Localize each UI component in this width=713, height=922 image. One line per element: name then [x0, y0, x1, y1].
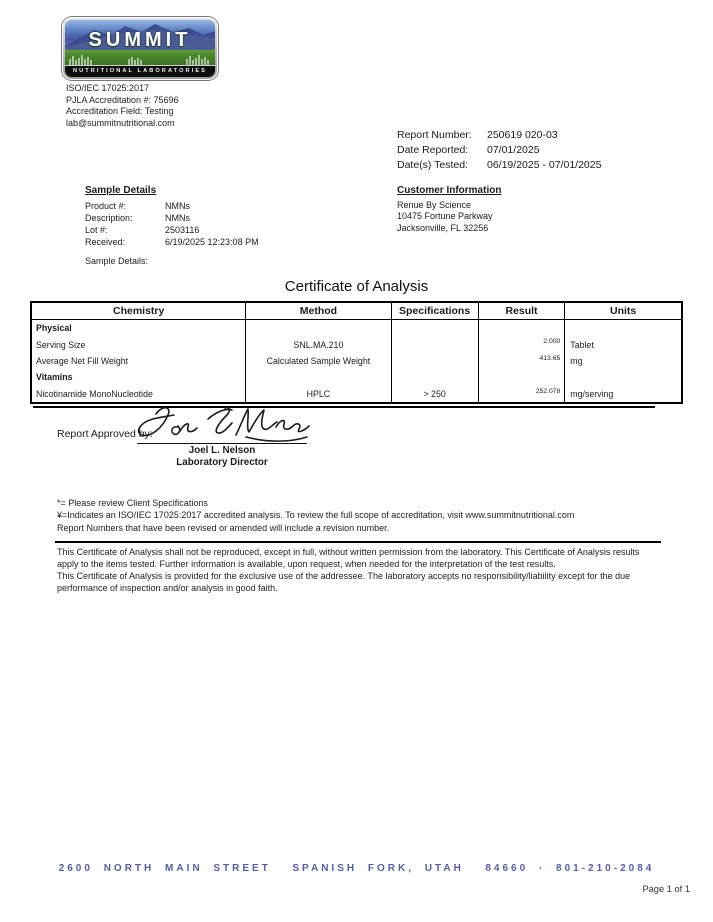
cell-result: 252.078	[478, 386, 565, 403]
accreditation-line: Accreditation Field: Testing	[66, 106, 174, 117]
sample-details-heading: Sample Details	[85, 185, 157, 196]
footnote-client-specs: *= Please review Client Specifications	[57, 498, 208, 508]
cell-method: Calculated Sample Weight	[246, 353, 391, 369]
cell-spec	[391, 369, 478, 385]
cell-chemistry: Vitamins	[31, 369, 246, 385]
date-reported-label: Date Reported:	[397, 144, 469, 156]
summit-logo	[62, 17, 218, 80]
accreditation-line: PJLA Accreditation #: 75696	[66, 94, 179, 105]
cell-units: Tablet	[565, 336, 682, 352]
cell-units: mg/serving	[565, 386, 682, 403]
header-units: Units	[565, 302, 682, 320]
logo-tagline: NUTRITIONAL LABORATORIES	[65, 65, 215, 77]
product-label: Product #:	[85, 201, 127, 211]
disclaimer-paragraph: This Certificate of Analysis is provided for the exclusive use of the addressee. The laboratory accepts no responsibility/liability except for the due performance of inspection and/or analysis in good faith.	[57, 571, 631, 593]
cell-chemistry: Average Net Fill Weight	[31, 353, 246, 369]
lab-email: lab@summitnutritional.com	[66, 118, 175, 129]
footnote-accreditation: ¥=Indicates an ISO/IEC 17025:2017 accredited analysis. To review the full scope of accreditation, visit www.summitnutritional.com	[57, 510, 575, 521]
cell-spec	[391, 336, 478, 352]
received-row	[85, 236, 259, 248]
table-row-nmn	[31, 386, 682, 403]
product-value: NMNs	[165, 201, 190, 211]
lot-label: Lot #:	[85, 225, 108, 235]
customer-info-heading: Customer Information	[397, 185, 502, 196]
page-number: Page 1 of 1	[642, 884, 690, 894]
cell-result	[478, 320, 565, 337]
horizontal-rule	[55, 541, 661, 543]
cell-method	[246, 320, 391, 337]
cell-method	[246, 369, 391, 385]
certificate-title: Certificate of Analysis	[284, 278, 429, 295]
header-result: Result	[478, 302, 565, 320]
dates-tested-row	[397, 158, 601, 173]
header-specifications: Specifications	[391, 302, 478, 320]
summit-logo-art	[65, 20, 215, 77]
received-value: 6/19/2025 12:23:08 PM	[165, 237, 259, 247]
date-reported-value: 07/01/2025	[487, 144, 540, 156]
description-value: NMNs	[165, 213, 190, 223]
cell-spec	[391, 353, 478, 369]
lot-row	[85, 224, 259, 236]
table-row-serving-size	[31, 336, 682, 352]
lot-value: 2503116	[165, 225, 200, 235]
horizontal-rule	[33, 406, 655, 408]
cell-chemistry: Physical	[31, 320, 246, 337]
signer-title: Laboratory Director	[176, 456, 268, 468]
description-row	[85, 212, 259, 224]
cell-spec	[391, 320, 478, 337]
signer-name: Joel L. Nelson	[188, 445, 256, 456]
cell-chemistry: Nicotinamide MonoNucleotide	[31, 386, 246, 403]
signature-image	[128, 403, 313, 447]
accreditation-line: ISO/IEC 17025:2017	[66, 83, 150, 93]
customer-info-block	[397, 185, 501, 234]
dates-tested-label: Date(s) Tested:	[397, 159, 469, 171]
received-label: Received:	[85, 237, 126, 247]
disclaimer-block	[57, 546, 661, 594]
description-label: Description:	[85, 213, 133, 223]
product-row	[85, 200, 259, 212]
logo-brand-text: SUMMIT	[88, 29, 192, 51]
cell-result: 2.000	[478, 336, 565, 352]
cell-units	[565, 369, 682, 385]
footnotes-block	[57, 497, 574, 534]
report-number-value: 250619 020-03	[487, 129, 558, 141]
cell-units	[565, 320, 682, 337]
report-number-row	[397, 128, 601, 143]
header-chemistry: Chemistry	[31, 302, 246, 320]
accreditation-block	[66, 83, 179, 130]
lab-address-footer: 2600 NORTH MAIN STREET SPANISH FORK, UTAH 84660 · 801-210-2084	[58, 863, 655, 874]
cell-method: SNL.MA.210	[246, 336, 391, 352]
report-number-label: Report Number:	[397, 129, 472, 141]
customer-name: Renue By Science	[397, 199, 472, 210]
sample-details-block	[85, 185, 259, 248]
cell-units: mg	[565, 353, 682, 369]
sample-details-extra-label: Sample Details:	[85, 256, 149, 266]
disclaimer-paragraph: This Certificate of Analysis shall not be reproduced, except in full, without written permission from the laboratory. This Certificate of Analysis results apply to the items tested. Further information is available, upon request, when needed for the interpretation of the test results.	[57, 547, 640, 569]
cell-result: 413.65	[478, 353, 565, 369]
cell-spec: > 250	[391, 386, 478, 403]
table-row-physical	[31, 320, 682, 337]
dates-tested-value: 06/19/2025 - 07/01/2025	[487, 159, 602, 171]
footnote-revision: Report Numbers that have been revised or amended will include a revision number.	[57, 522, 390, 533]
table-header-row	[31, 302, 682, 320]
date-reported-row	[397, 143, 601, 158]
cell-method: HPLC	[246, 386, 391, 403]
customer-street: 10475 Fortune Parkway	[397, 211, 493, 222]
report-info-block	[397, 128, 601, 173]
table-row-fill-weight	[31, 353, 682, 369]
customer-city: Jacksonville, FL 32256	[397, 222, 489, 233]
table-row-vitamins	[31, 369, 682, 385]
report-approved-label: Report Approved by:	[57, 428, 153, 440]
header-method: Method	[246, 302, 391, 320]
cell-chemistry: Serving Size	[31, 336, 246, 352]
results-table	[30, 301, 683, 404]
cell-result	[478, 369, 565, 385]
